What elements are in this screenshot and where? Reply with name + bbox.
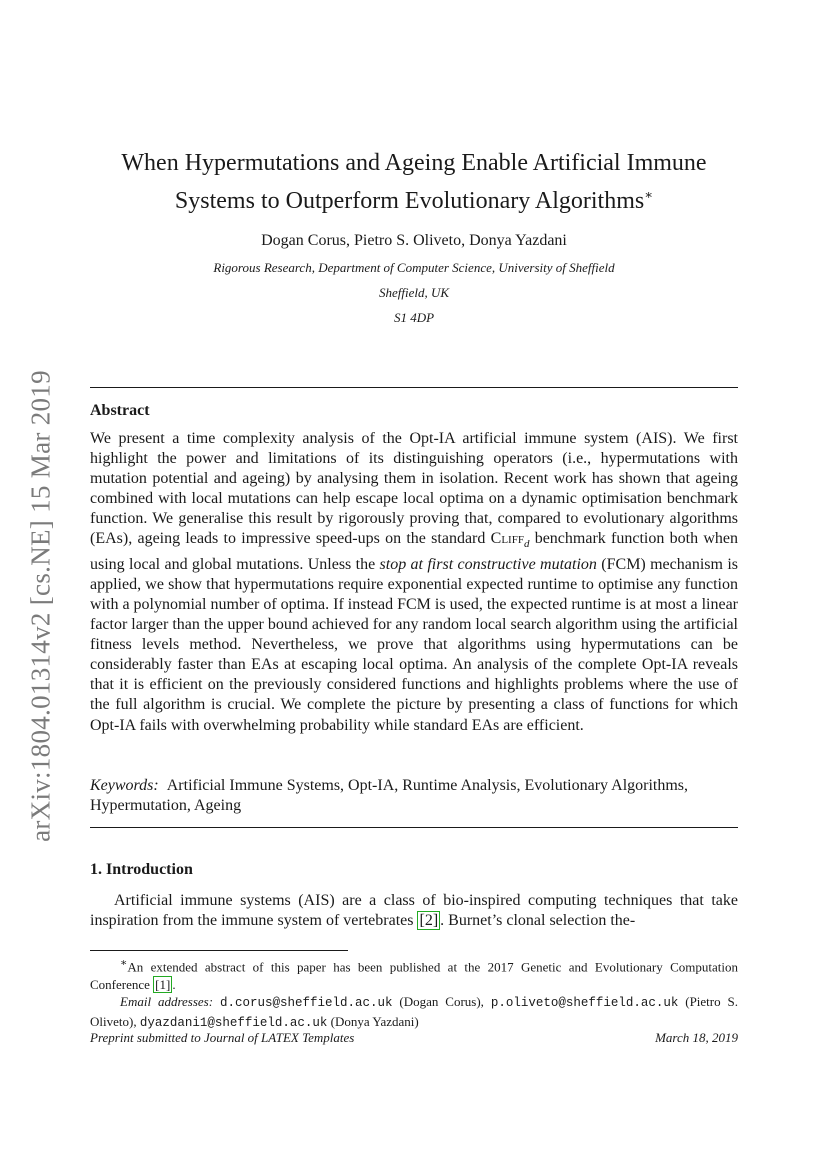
affiliation-line-2: Sheffield, UK [378, 285, 450, 300]
keywords [90, 776, 738, 816]
introduction-heading: 1. Introduction [90, 861, 193, 878]
fcm-term: stop at first constructive mutation [379, 555, 597, 573]
email-link-oliveto[interactable]: p.oliveto@sheffield.ac.uk [490, 996, 679, 1011]
footnote-1 [90, 955, 738, 993]
author-list: Dogan Corus, Pietro S. Oliveto, Donya Yazdani [261, 232, 567, 249]
abstract-bottom-rule [90, 827, 738, 828]
cliff-subscript: d [523, 538, 530, 551]
email-name-yazdani: (Donya Yazdani) [327, 1013, 419, 1029]
arxiv-identifier: arXiv:1804.01314v2 [cs.NE] 15 Mar 2019 [25, 370, 56, 842]
affiliation-line-1: Rigorous Research, Department of Computer Science, University of Sheffield [213, 260, 615, 275]
footnote-rule [90, 950, 348, 951]
citation-link-2[interactable]: [2] [419, 912, 439, 930]
abstract-part-1: We present a time complexity analysis of the Opt-IA artificial immune system (AIS). We first highlight the power and limitations of its distinguishing operators (i.e., hypermutations with mutation potential and ageing) by analysing them in isolation. Recent work has shown that ageing combined with local mutations can help escape local optima on a dynamic optimisation benchmark function. We generalise this result by rigorously proving that, compared to evolutionary algorithms (EAs), ageing leads to impressive speed-ups on the standard [90, 430, 738, 548]
abstract-body [90, 429, 738, 736]
abstract-part-3: (FCM) mechanism is applied, we show that hypermutations require exponential expected runtime to optimise any function with a polynomial number of optima. If instead FCM is used, the expected runtime is at most a linear factor larger than the upper bound achieved for any random local search algorithm using the artificial fitness levels method. Nevertheless, we prove that algorithms using hypermutations can be considerably faster than EAs at escaping local optima. An analysis of the complete Opt-IA reveals that it is efficient on the previously considered functions and highlights problems where the use of the full algorithm is crucial. We complete the picture by presenting a class of functions for which Opt-IA fails with overwhelming probability while standard EAs are efficient. [90, 555, 738, 734]
preprint-note: Preprint submitted to Journal of LATEX Templates [90, 1030, 355, 1045]
abstract-part-2: benchmark function both when using local and global mutations. Unless the [90, 530, 739, 573]
abstract-top-rule [90, 387, 738, 388]
footnote-1-text: An extended abstract of this paper has been published at the 2017 Genetic and Evolutionary Computation Conference [90, 959, 738, 992]
title-line-2 [90, 179, 738, 217]
keywords-label: Keywords: [90, 777, 159, 794]
footnotes [90, 955, 738, 1032]
email-label: Email addresses: [120, 994, 214, 1010]
paper-title [90, 148, 738, 217]
preprint-date: March 18, 2019 [655, 1030, 738, 1045]
cliff-function-name: Cliff [490, 530, 524, 548]
footnote-emails [90, 993, 738, 1032]
introduction-paragraph [90, 891, 738, 931]
footnote-1-end: . [172, 976, 176, 992]
intro-text-after: . Burnet’s clonal selection the- [440, 912, 636, 930]
citation-link-1[interactable]: [1] [155, 976, 171, 992]
email-name-oliveto: (Pietro S. Oliveto), [90, 994, 738, 1029]
email-link-corus[interactable]: d.corus@sheffield.ac.uk [219, 996, 393, 1011]
title-line-1: When Hypermutations and Ageing Enable Artificial Immune [121, 150, 707, 176]
intro-text-before: Artificial immune systems (AIS) are a class of bio-inspired computing techniques that take inspiration from the immune system of vertebrates [90, 892, 738, 930]
title-line-2-text: Systems to Outperform Evolutionary Algorithms [174, 188, 645, 214]
abstract-heading: Abstract [90, 402, 150, 419]
email-name-corus: (Dogan Corus), [392, 994, 491, 1010]
email-link-yazdani[interactable]: dyazdani1@sheffield.ac.uk [139, 1015, 328, 1030]
keywords-text: Artificial Immune Systems, Opt-IA, Runtime Analysis, Evolutionary Algorithms, Hypermutation, Ageing [90, 777, 689, 815]
footnote-mark: ∗ [120, 957, 128, 969]
affiliation-line-3: S1 4DP [393, 310, 435, 325]
title-footnote-mark[interactable]: ∗ [644, 187, 654, 202]
